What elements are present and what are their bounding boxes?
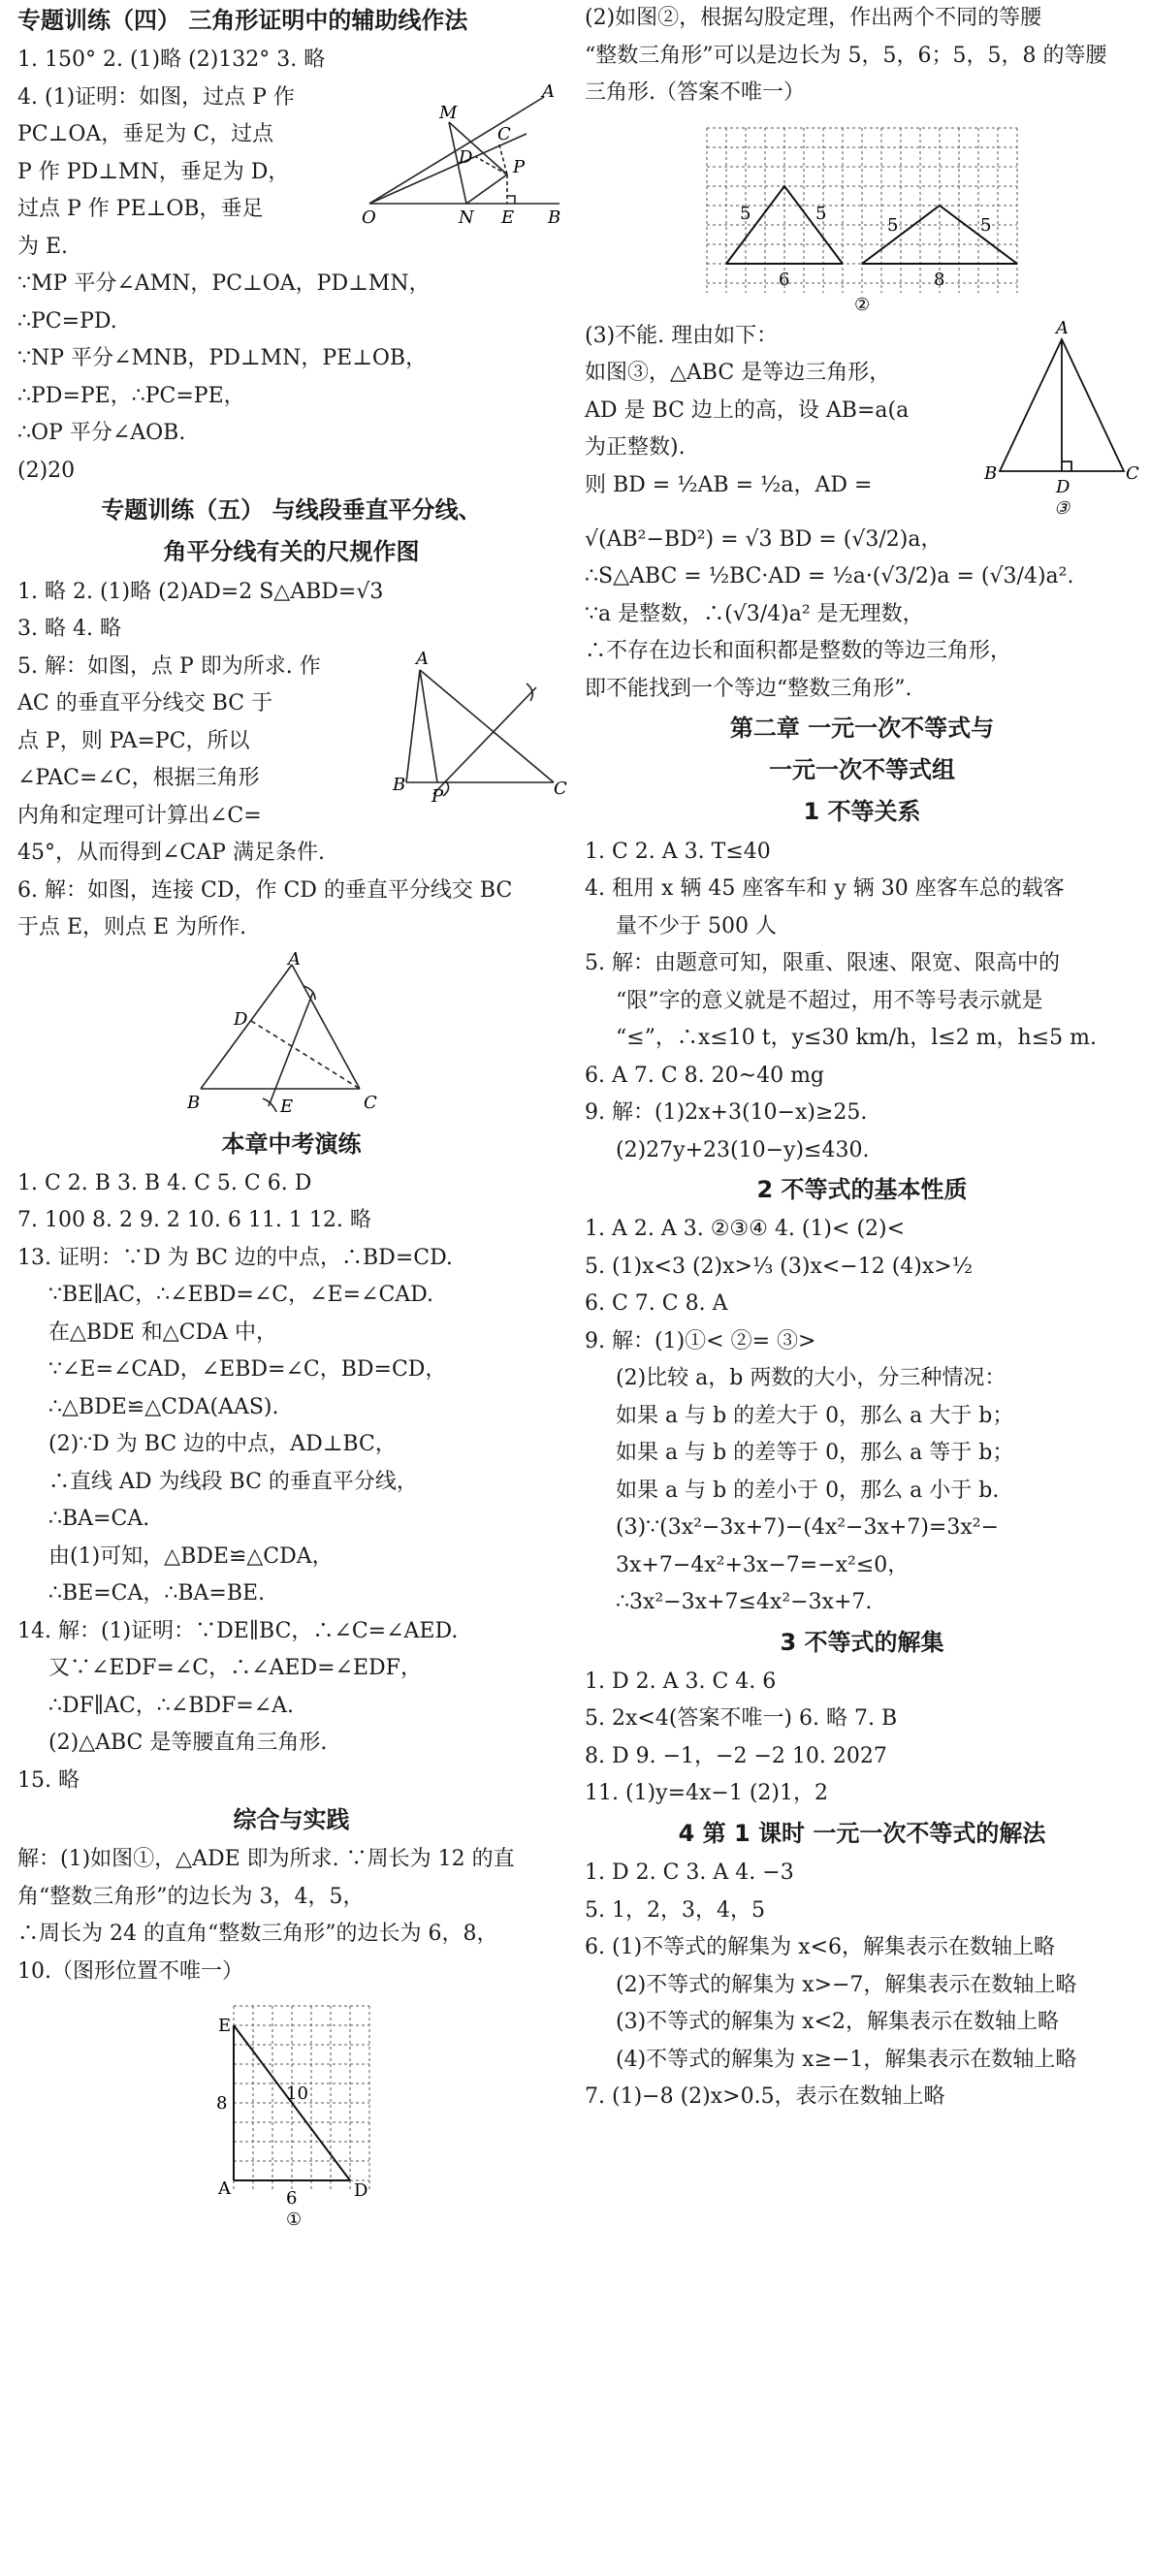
label-c: C xyxy=(497,123,511,144)
answer-line: 5. 2x<4(答案不唯一) 6. 略 7. B xyxy=(585,1706,898,1732)
answer-line: 5. 解：由题意可知，限重、限速、限宽、限高中的 xyxy=(585,951,1060,976)
answer-line: “≤”，∴x≤10 t，y≤30 km/h，l≤2 m，h≤5 m. xyxy=(616,1026,1097,1051)
answer-line: 则 BD = ½AB = ½a，AD = xyxy=(585,472,873,497)
answer-line: 6. (1)不等式的解集为 x<6，解集表示在数轴上略 xyxy=(585,1935,1055,1960)
answer-line: 在△BDE 和△CDA 中， xyxy=(48,1320,278,1345)
label-b: B xyxy=(393,774,406,795)
chapter-2-subtitle: 一元一次不等式组 xyxy=(769,756,955,784)
label-e: E xyxy=(217,2016,231,2037)
answer-line: ∴PD=PE，∴PC=PE， xyxy=(17,383,245,408)
answer-line: (3)不等式的解集为 x<2，解集表示在数轴上略 xyxy=(616,2010,1059,2035)
section-title-practice: 综合与实践 xyxy=(233,1806,350,1834)
answer-line: 为 E. xyxy=(17,234,69,259)
answer-line: 5. 1，2，3，4，5 xyxy=(585,1897,765,1923)
answer-line: AD 是 BC 边上的高，设 AB=a(a xyxy=(585,398,910,423)
part3-with-figure xyxy=(585,318,1139,522)
answer-line: (2)△ABC 是等腰直角三角形. xyxy=(48,1731,328,1756)
answer-line: 解：(1)如图①，△ADE 即为所求. ∵周长为 12 的直 xyxy=(17,1847,515,1872)
section-title-3: 3 不等式的解集 xyxy=(780,1628,944,1656)
answer-line: 3x+7−4x²+3x−7=−x²≤0， xyxy=(616,1552,910,1577)
answer-line: 6. C 7. C 8. A xyxy=(585,1291,728,1317)
answer-line: ∵BE∥AC，∴∠EBD=∠C，∠E=∠CAD. xyxy=(48,1283,434,1308)
grid-right-triangle-figure xyxy=(195,1996,389,2229)
answer-line: 角“整数三角形”的边长为 3，4，5， xyxy=(17,1884,365,1909)
answer-line: ∴3x²−3x+7≤4x²−3x+7. xyxy=(616,1590,873,1615)
answer-line: P 作 PD⊥MN，垂足为 D， xyxy=(17,159,290,184)
label-c: C xyxy=(363,1092,377,1113)
label-a: A xyxy=(217,2178,231,2200)
answer-line: 3. 略 4. 略 xyxy=(17,617,121,642)
answer-line: 4. (1)证明：如图，过点 P 作 xyxy=(17,84,295,110)
answer-line: ∵NP 平分∠MNB，PD⊥MN，PE⊥OB， xyxy=(17,346,428,371)
equilateral-triangle-figure xyxy=(984,318,1139,522)
grid-isosceles-triangles-figure xyxy=(697,118,1027,315)
answer-line: 1. C 2. B 3. B 4. C 5. C 6. D xyxy=(17,1170,312,1195)
answer-line: 14. 解：(1)证明：∵DE∥BC，∴∠C=∠AED. xyxy=(17,1618,459,1643)
answer-line: ∵∠E=∠CAD，∠EBD=∠C，BD=CD， xyxy=(48,1357,447,1383)
answer-line: ∴PC=PD. xyxy=(17,308,117,334)
answer-line: 9. 解：(1)①< ②= ③> xyxy=(585,1328,816,1353)
answer-line: 如果 a 与 b 的差等于 0，那么 a 等于 b； xyxy=(616,1441,1014,1466)
answer-line: (2)如图②，根据勾股定理，作出两个不同的等腰 xyxy=(585,6,1042,30)
label-b: B xyxy=(548,207,561,228)
figure-caption: ② xyxy=(854,294,871,315)
side-length-10: 10 xyxy=(285,2083,308,2105)
answer-line: 1. D 2. C 3. A 4. −3 xyxy=(585,1860,794,1886)
answer-line: (4)不等式的解集为 x≥−1，解集表示在数轴上略 xyxy=(616,2047,1077,2072)
label-o: O xyxy=(362,207,376,228)
side-length-6: 6 xyxy=(285,2188,297,2210)
answer-line: (2)比较 a，b 两数的大小，分三种情况： xyxy=(616,1366,1006,1391)
answer-line: 如果 a 与 b 的差大于 0，那么 a 大于 b； xyxy=(616,1403,1014,1428)
answer-line: PC⊥OA，垂足为 C，过点 xyxy=(17,122,274,147)
answer-line: “限”字的意义就是不超过，用不等号表示就是 xyxy=(616,988,1043,1013)
answer-line: 11. (1)y=4x−1 (2)1，2 xyxy=(585,1781,828,1806)
answer-line: 1. C 2. A 3. T≤40 xyxy=(585,839,771,864)
side-length-5: 5 xyxy=(815,203,827,224)
answer-line: 4. 租用 x 辆 45 座客车和 y 辆 30 座客车总的载客 xyxy=(585,876,1065,902)
label-m: M xyxy=(439,102,458,123)
answer-line: 45°，从而得到∠CAP 满足条件. xyxy=(17,841,325,866)
answer-line: 13. 证明：∵D 为 BC 边的中点，∴BD=CD. xyxy=(17,1245,453,1270)
side-length-8: 8 xyxy=(215,2093,227,2115)
side-length-6: 6 xyxy=(779,269,790,290)
section-title-chapter-exam: 本章中考演练 xyxy=(221,1129,362,1158)
label-d: D xyxy=(233,1008,247,1030)
label-c: C xyxy=(1126,462,1139,484)
answer-line: 6. A 7. C 8. 20~40 mg xyxy=(585,1063,825,1088)
label-a: A xyxy=(416,648,429,669)
answer-line: ∴△BDE≌△CDA(AAS). xyxy=(48,1394,279,1419)
answer-line: ∴周长为 24 的直角“整数三角形”的边长为 6，8， xyxy=(17,1922,498,1947)
side-length-5: 5 xyxy=(740,203,751,224)
answer-line: 8. D 9. −1，−2 −2 10. 2027 xyxy=(585,1743,887,1768)
side-length-8: 8 xyxy=(934,269,945,290)
label-p: P xyxy=(513,156,526,177)
q4-with-figure xyxy=(17,80,565,267)
answer-line: ∴OP 平分∠AOB. xyxy=(17,421,186,446)
label-d: D xyxy=(459,146,473,168)
answer-line: ∴DF∥AC，∴∠BDF=∠A. xyxy=(48,1693,295,1718)
section-subtitle-training-5: 角平分线有关的尺规作图 xyxy=(163,538,420,566)
answer-line: 量不少于 500 人 xyxy=(616,913,777,938)
answer-line: 6. 解：如图，连接 CD，作 CD 的垂直平分线交 BC xyxy=(17,877,513,903)
section-title-training-5: 专题训练（五） 与线段垂直平分线、 xyxy=(101,496,482,525)
answer-line: 15. 略 xyxy=(17,1767,80,1793)
answer-line: 1. 150° 2. (1)略 (2)132° 3. 略 xyxy=(17,48,326,73)
answer-line: 7. (1)−8 (2)x>0.5，表示在数轴上略 xyxy=(585,2084,945,2110)
section-title-4: 4 第 1 课时 一元一次不等式的解法 xyxy=(678,1819,1046,1847)
answer-line: 过点 P 作 PE⊥OB，垂足 xyxy=(17,197,264,222)
q5-with-figure xyxy=(17,649,565,836)
section-title-1: 1 不等关系 xyxy=(803,798,921,826)
triangle-construction-figure xyxy=(185,948,399,1118)
answer-line: 由(1)可知，△BDE≌△CDA， xyxy=(48,1543,334,1569)
answer-line: 10.（图形位置不唯一） xyxy=(17,1958,243,1984)
label-p: P xyxy=(431,785,444,807)
section-title-2: 2 不等式的基本性质 xyxy=(756,1176,968,1204)
label-c: C xyxy=(554,778,567,799)
answer-line: 点 P，则 PA=PC，所以 xyxy=(17,728,250,753)
perpendicular-bisector-figure xyxy=(391,648,567,807)
answer-line: AC 的垂直平分线交 BC 于 xyxy=(17,691,273,716)
label-b: B xyxy=(984,462,998,484)
section-title-training-4: 专题训练（四） 三角形证明中的辅助线作法 xyxy=(17,7,468,34)
left-column xyxy=(17,0,565,2235)
label-b: B xyxy=(186,1092,200,1113)
q6-figure-wrap xyxy=(17,948,565,1118)
answer-line: 为正整数). xyxy=(585,435,686,460)
answer-line: 三角形.（答案不唯一） xyxy=(585,80,805,105)
figure-caption: ③ xyxy=(1054,497,1070,519)
answer-line: 即不能找到一个等边“整数三角形”. xyxy=(585,676,912,701)
answer-line: 7. 100 8. 2 9. 2 10. 6 11. 1 12. 略 xyxy=(17,1208,371,1233)
label-e: E xyxy=(501,207,515,228)
answer-line: 5. (1)x<3 (2)x>⅓ (3)x<−12 (4)x>½ xyxy=(585,1254,974,1279)
label-a: A xyxy=(542,80,555,102)
answer-line: 又∵∠EDF=∠C，∴∠AED=∠EDF， xyxy=(48,1656,422,1681)
label-a: A xyxy=(287,948,301,970)
figure-2-wrap xyxy=(585,118,1139,315)
figure-caption: ① xyxy=(285,2210,302,2231)
answer-line: ∵MP 平分∠AMN，PC⊥OA，PD⊥MN， xyxy=(17,271,431,297)
answer-line: (2)不等式的解集为 x>−7，解集表示在数轴上略 xyxy=(616,1972,1077,1997)
answer-line: ∴S△ABC = ½BC·AD = ½a·(√3/2)a = (√3/4)a². xyxy=(585,564,1074,588)
right-column xyxy=(585,0,1139,2116)
chapter-2-title: 第二章 一元一次不等式与 xyxy=(729,715,995,742)
side-length-5: 5 xyxy=(980,214,992,236)
answer-line: (2)∵D 为 BC 边的中点，AD⊥BC， xyxy=(48,1432,397,1457)
answer-line: 1. D 2. A 3. C 4. 6 xyxy=(585,1669,777,1694)
figure-1-wrap xyxy=(17,1996,565,2229)
answer-line: (3)不能. 理由如下： xyxy=(585,323,779,348)
answer-line: 于点 E，则点 E 为所作. xyxy=(17,915,247,940)
label-a: A xyxy=(1056,317,1069,338)
answer-line: √(AB²−BD²) = √3 BD = (√3/2)a， xyxy=(585,526,942,552)
answer-line: 9. 解：(1)2x+3(10−x)≥25. xyxy=(585,1100,868,1126)
label-d: D xyxy=(353,2180,367,2202)
answer-line: 如图③，△ABC 是等边三角形， xyxy=(585,361,891,385)
answer-line: (2)27y+23(10−y)≤430. xyxy=(616,1137,870,1162)
answer-line: ∠PAC=∠C，根据三角形 xyxy=(17,766,260,791)
answer-line: “整数三角形”可以是边长为 5，5，6；5，5，8 的等腰 xyxy=(585,43,1107,68)
angle-bisector-figure xyxy=(362,80,565,228)
answer-line: (2)20 xyxy=(17,458,76,483)
label-d: D xyxy=(1056,476,1070,497)
answer-line: ∴BE=CA，∴BA=BE. xyxy=(48,1581,266,1606)
answer-line: 5. 解：如图，点 P 即为所求. 作 xyxy=(17,653,321,679)
answer-line: ∴直线 AD 为线段 BC 的垂直平分线， xyxy=(48,1469,418,1494)
label-e: E xyxy=(279,1096,293,1117)
side-length-5: 5 xyxy=(887,214,899,236)
answer-line: ∵a 是整数，∴(√3/4)a² 是无理数， xyxy=(585,601,924,626)
label-n: N xyxy=(459,207,474,228)
answer-line: 1. 略 2. (1)略 (2)AD=2 S△ABD=√3 xyxy=(17,579,384,604)
answer-line: 如果 a 与 b 的差小于 0，那么 a 小于 b. xyxy=(616,1478,1000,1503)
answer-line: (3)∵(3x²−3x+7)−(4x²−3x+7)=3x²− xyxy=(616,1515,1000,1541)
answer-line: 1. A 2. A 3. ②③④ 4. (1)< (2)< xyxy=(585,1217,906,1242)
answer-line: ∴BA=CA. xyxy=(48,1507,150,1532)
answer-line: ∴不存在边长和面积都是整数的等边三角形， xyxy=(585,639,1012,663)
answer-line: 内角和定理可计算出∠C= xyxy=(17,803,262,828)
